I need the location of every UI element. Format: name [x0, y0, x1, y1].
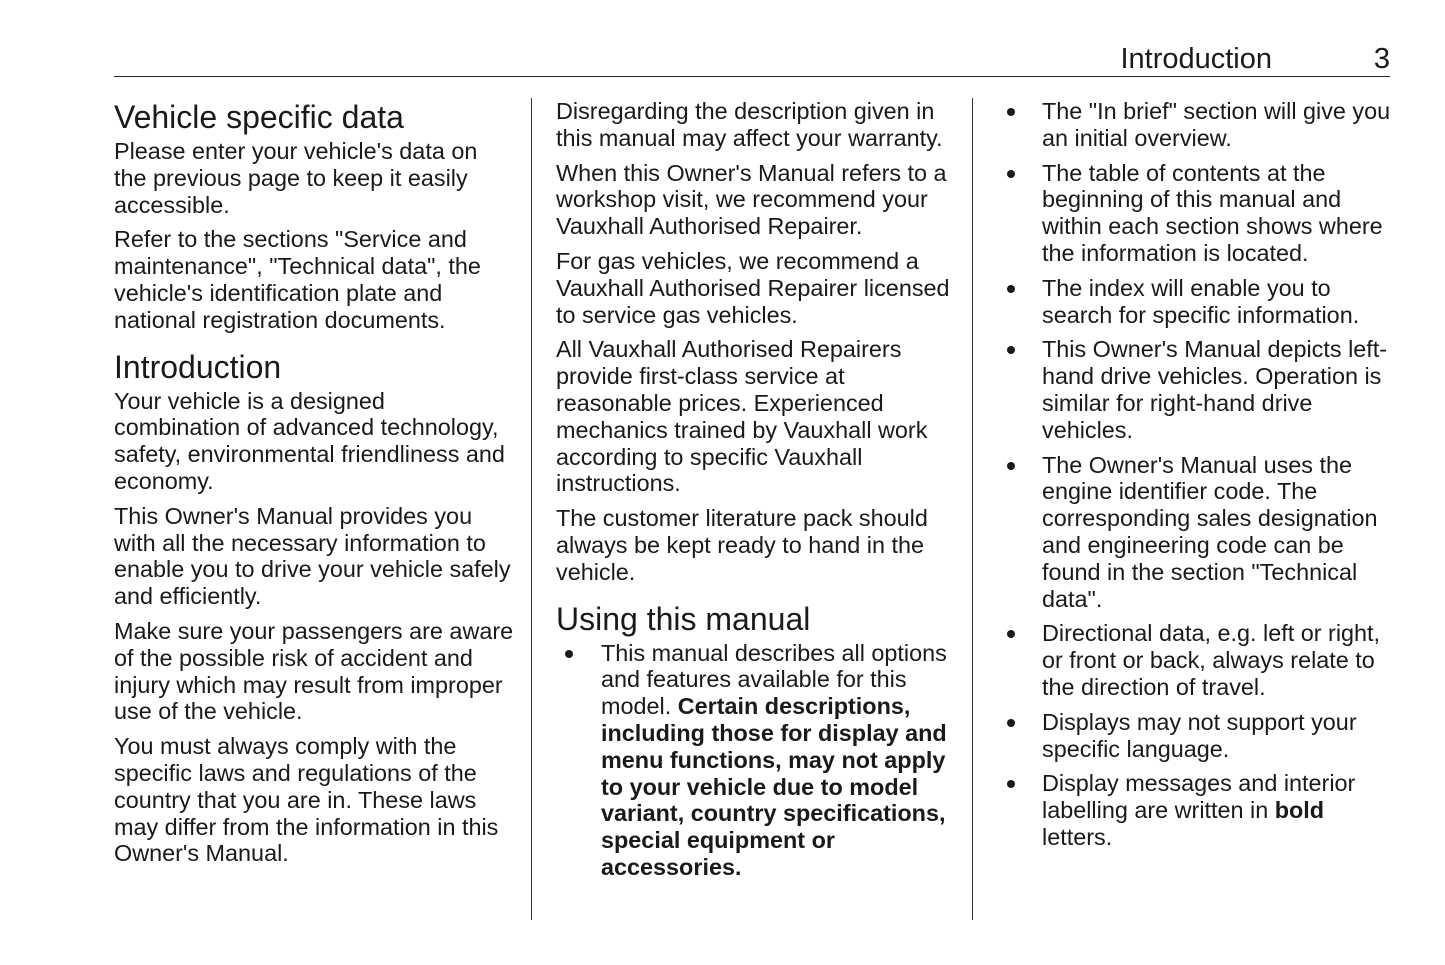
list-item-text: This manual describes all options and features available for this model. [601, 639, 947, 720]
bullet-icon [1007, 108, 1015, 116]
paragraph: Please enter your vehicle's data on the previous page to keep it easily accessible. [114, 138, 478, 218]
list-item [1004, 620, 1394, 700]
paragraph: You must always comply with the specific laws and regulations of the country that you are in. These laws may differ from the information in this Owner's Manual. [114, 733, 499, 867]
paragraph: Disregarding the description given in this manual may affect your warranty. [556, 98, 943, 151]
section-heading-introduction: Introduction [114, 348, 282, 385]
list-item [1004, 452, 1394, 613]
list-item [556, 640, 956, 881]
page-number: 3 [1373, 43, 1390, 75]
paragraph: When this Owner's Manual refers to a workshop visit, we recommend your Vauxhall Authorised Repairer. [556, 159, 947, 240]
bullet-list [556, 640, 956, 881]
bullet-icon [1007, 170, 1015, 178]
list-item [1004, 160, 1394, 267]
list-item [1004, 275, 1394, 329]
bullet-list [1004, 98, 1394, 851]
bullet-icon [1007, 630, 1015, 638]
bullet-icon [1007, 346, 1015, 354]
paragraph: This Owner's Manual provides you with all the necessary information to enable you to drive your vehicle safely and efficiently. [114, 502, 511, 610]
bullet-icon [565, 650, 573, 658]
bullet-icon [1007, 780, 1015, 788]
paragraph: All Vauxhall Authorised Repairers provide first-class service at reasonable prices. Experienced mechanics trained by Vauxhall work according to specific Vauxhall instructions. [556, 336, 928, 497]
list-item-text: Directional data, e.g. left or right, or front or back, always relate to the direction of travel. [1042, 620, 1381, 700]
paragraph: The customer literature pack should always be kept ready to hand in the vehicle. [556, 505, 928, 585]
paragraph: Refer to the sections "Service and maintenance", "Technical data", the vehicle's identification plate and national registration documents. [114, 226, 481, 333]
paragraph: For gas vehicles, we recommend a Vauxhall Authorised Repairer licensed to service gas vehicles. [556, 247, 950, 328]
list-item-text: The "In brief" section will give you an initial overview. [1042, 98, 1391, 151]
list-item-bold-text: Certain descriptions, including those for display and menu functions, may not apply to your vehicle due to model variant, country specifications, special equipment or accessories. [601, 693, 947, 880]
paragraph: Your vehicle is a designed combination of advanced technology, safety, environmental friendliness and economy. [114, 387, 505, 494]
list-item-text: Displays may not support your specific language. [1042, 708, 1357, 762]
list-item-text: Display messages and interior labelling are written in [1042, 770, 1356, 824]
list-item-text-end: letters. [1042, 823, 1113, 850]
column-right [1004, 98, 1394, 859]
list-item-text: The index will enable you to search for specific information. [1042, 274, 1360, 328]
running-title: Introduction [1120, 43, 1272, 75]
list-item [1004, 336, 1394, 443]
bullet-icon [1007, 719, 1015, 727]
bullet-icon [1007, 462, 1015, 470]
section-heading-using-this-manual: Using this manual [556, 600, 811, 637]
list-item [1004, 770, 1394, 850]
column-divider-2 [972, 98, 973, 920]
page-header [114, 40, 1390, 77]
list-item-bold-text: bold [1274, 797, 1325, 824]
paragraph: Make sure your passengers are aware of the possible risk of accident and injury which may result from improper use of the vehicle. [114, 617, 514, 725]
list-item-text: The Owner's Manual uses the engine identifier code. The corresponding sales designation and engineering code can be found in the section "Technical data". [1042, 451, 1378, 612]
column-middle [556, 98, 956, 889]
section-heading-vehicle-specific-data: Vehicle specific data [114, 99, 404, 135]
bullet-icon [1007, 285, 1015, 293]
list-item-text: The table of contents at the beginning of this manual and within each section shows where the information is located. [1042, 159, 1383, 266]
list-item-text: This Owner's Manual depicts left-hand drive vehicles. Operation is similar for right-hand drive vehicles. [1042, 336, 1388, 443]
list-item [1004, 98, 1394, 152]
column-divider-1 [531, 98, 532, 920]
list-item [1004, 709, 1394, 763]
column-left [114, 98, 514, 875]
